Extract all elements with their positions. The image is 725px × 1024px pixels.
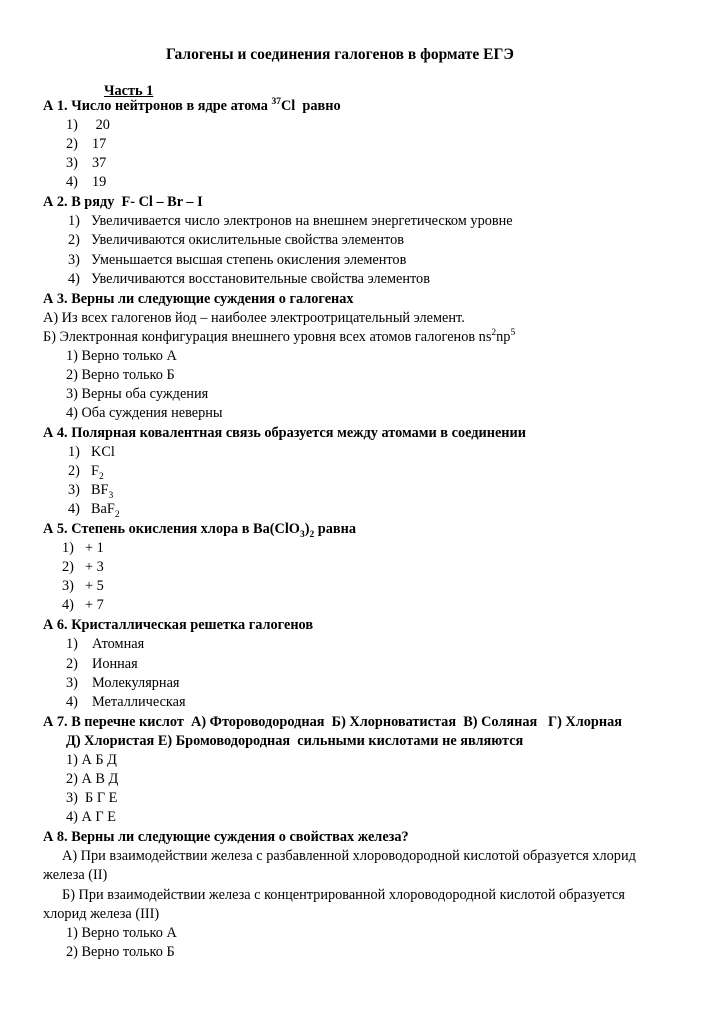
q3-option-1: 1) Верно только А bbox=[66, 348, 177, 364]
q3-option-3: 3) Верны оба суждения bbox=[66, 386, 209, 402]
q1-option-4: 4) 19 bbox=[66, 174, 107, 190]
q4-option-1: 1) KCl bbox=[68, 444, 115, 460]
q7-option-1: 1) А Б Д bbox=[66, 752, 117, 768]
q8-statement-a: А) При взаимодействии железа с разбавленной хлороводородной кислотой образуется хлорид bbox=[62, 848, 636, 864]
q5-option-1: 1) + 1 bbox=[62, 540, 104, 556]
page-title: Галогены и соединения галогенов в формате ЕГЭ bbox=[166, 46, 514, 63]
q1-option-2: 2) 17 bbox=[66, 136, 107, 152]
q4-option-2: 2) $F_2$ bbox=[68, 463, 104, 482]
question-1: А 1. Число нейтронов в ядре атома $^{37}$Cl равно bbox=[43, 97, 341, 114]
q7-option-3: 3) Б Г Е bbox=[66, 790, 118, 806]
q6-option-1: 1) Атомная bbox=[66, 636, 145, 652]
part-heading: Часть 1 bbox=[104, 83, 154, 99]
question-7-continued: Д) Хлористая Е) Бромоводородная сильными кислотами не являются bbox=[66, 733, 524, 749]
question-8: А 8. Верны ли следующие суждения о свойствах железа? bbox=[43, 829, 409, 845]
q2-option-2: 2) Увеличиваются окислительные свойства элементов bbox=[68, 232, 405, 248]
q1-option-1: 1) 20 bbox=[66, 117, 110, 133]
question-2: А 2. В ряду F- Cl – Br – I bbox=[43, 194, 203, 210]
q7-option-2: 2) А В Д bbox=[66, 771, 119, 787]
q2-option-1: 1) Увеличивается число электронов на внешнем энергетическом уровне bbox=[68, 213, 513, 229]
q6-option-3: 3) Молекулярная bbox=[66, 675, 180, 691]
q2-option-3: 3) Уменьшается высшая степень окисления элементов bbox=[68, 252, 407, 268]
q3-option-4: 4) Оба суждения неверны bbox=[66, 405, 223, 421]
q3-statement-a: А) Из всех галогенов йод – наиболее электроотрицательный элемент. bbox=[43, 310, 465, 326]
question-4: А 4. Полярная ковалентная связь образуется между атомами в соединении bbox=[43, 425, 527, 441]
q1-option-3: 3) 37 bbox=[66, 155, 107, 171]
q4-option-4: 4) BaF$_2$ bbox=[68, 501, 120, 520]
question-6: А 6. Кристаллическая решетка галогенов bbox=[43, 617, 314, 633]
q6-option-4: 4) Металлическая bbox=[66, 694, 186, 710]
q8-statement-b-continued: хлорид железа (III) bbox=[43, 906, 160, 922]
question-7: А 7. В перечне кислот А) Фтороводородная Б) Хлорноватистая В) Соляная Г) Хлорная bbox=[43, 714, 622, 730]
q2-option-4: 4) Увеличиваются восстановительные свойства элементов bbox=[68, 271, 430, 287]
q8-option-2: 2) Верно только Б bbox=[66, 944, 175, 960]
q8-statement-a-continued: железа (II) bbox=[43, 867, 108, 883]
q3-option-2: 2) Верно только Б bbox=[66, 367, 175, 383]
q7-option-4: 4) А Г Е bbox=[66, 809, 116, 825]
question-5: А 5. Степень окисления хлора в $Ba(ClO_3)_2$ равна bbox=[43, 521, 356, 540]
q3-statement-b: Б) Электронная конфигурация внешнего уровня всех атомов галогенов $ns^2np^5$ bbox=[43, 328, 516, 345]
q5-option-4: 4) + 7 bbox=[62, 597, 104, 613]
q4-option-3: 3) $BF_3$ bbox=[68, 482, 114, 501]
q5-option-3: 3) + 5 bbox=[62, 578, 104, 594]
q8-statement-b: Б) При взаимодействии железа с концентрированной хлороводородной кислотой образуется bbox=[62, 887, 625, 903]
q8-option-1: 1) Верно только А bbox=[66, 925, 177, 941]
question-3: А 3. Верны ли следующие суждения о галогенах bbox=[43, 291, 354, 307]
q6-option-2: 2) Ионная bbox=[66, 656, 138, 672]
q5-option-2: 2) + 3 bbox=[62, 559, 104, 575]
